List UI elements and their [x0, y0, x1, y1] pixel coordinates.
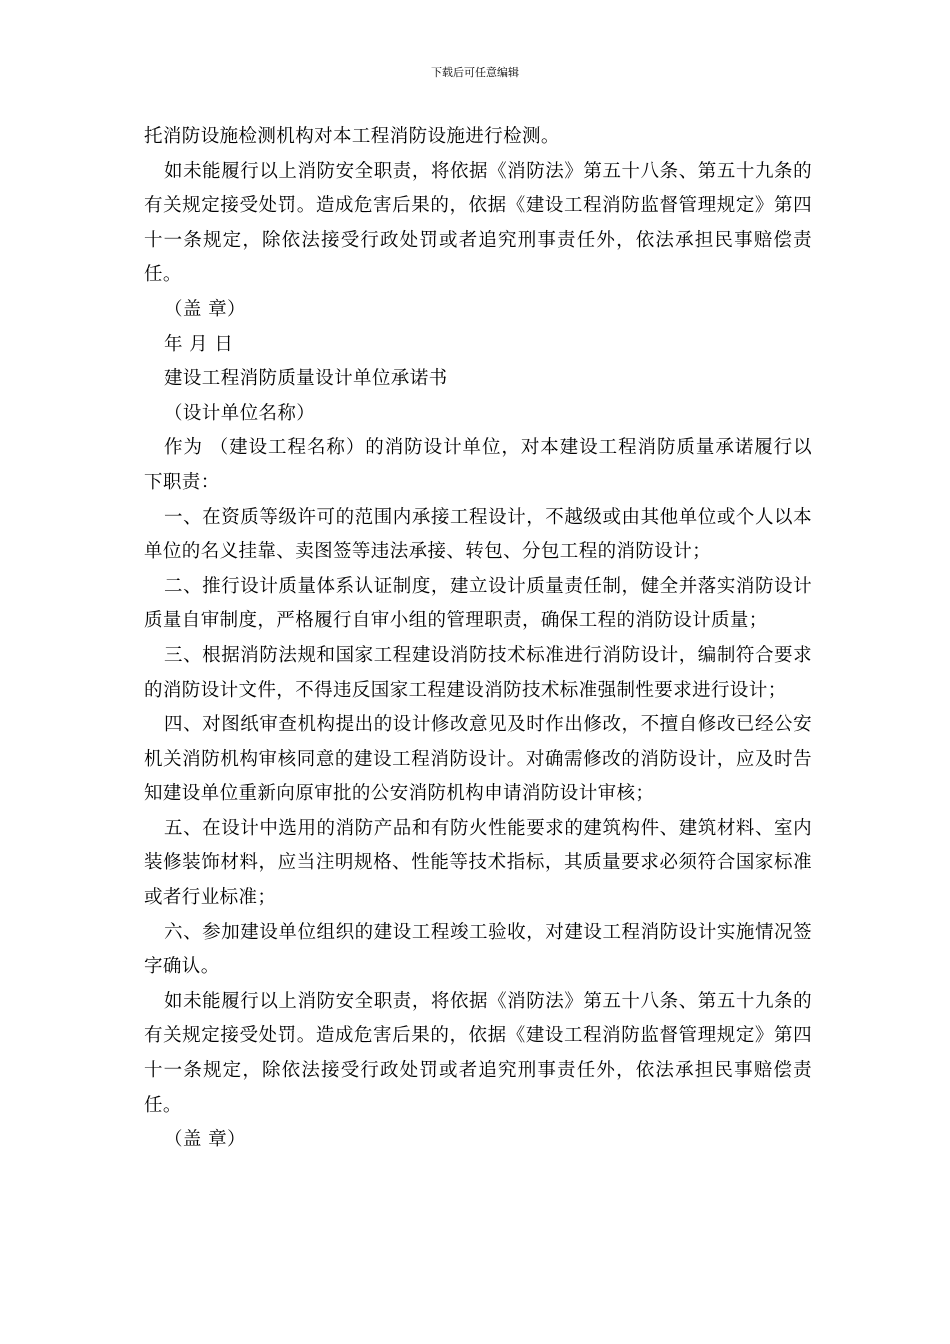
paragraph-liability-2: 如未能履行以上消防安全职责，将依据《消防法》第五十八条、第五十九条的有关规定接受处罚。造成危害后果的，依据《建设工程消防监督管理规定》第四十一条规定，除依法接受行政处罚或者追究刑事责任外，依法承担民事赔偿责任。: [144, 990, 812, 1116]
date-line: 年 月 日: [164, 333, 234, 355]
duty-item-3: 三、根据消防法规和国家工程建设消防技术标准进行消防设计，编制符合要求的消防设计文件，不得违反国家工程建设消防技术标准强制性要求进行设计；: [144, 644, 812, 701]
document-body: [144, 120, 812, 1158]
seal-line-2: （盖 章）: [164, 1129, 246, 1151]
paragraph-intro: 作为 （建设工程名称）的消防设计单位，对本建设工程消防质量承诺履行以下职责：: [144, 437, 812, 493]
duty-item-5: 五、在设计中选用的消防产品和有防火性能要求的建筑构件、建筑材料、室内装修装饰材料，应当注明规格、性能等技术指标，其质量要求必须符合国家标准或者行业标准；: [144, 817, 812, 909]
duty-item-6: 六、参加建设单位组织的建设工程竣工验收，对建设工程消防设计实施情况签字确认。: [144, 921, 812, 978]
duty-item-2: 二、推行设计质量体系认证制度，建立设计质量责任制，健全并落实消防设计质量自审制度，严格履行自审小组的管理职责，确保工程的消防设计质量；: [144, 575, 812, 632]
paragraph-continuation: 托消防设施检测机构对本工程消防设施进行检测。: [144, 126, 560, 147]
paragraph-liability: 如未能履行以上消防安全职责，将依据《消防法》第五十八条、第五十九条的有关规定接受处罚。造成危害后果的，依据《建设工程消防监督管理规定》第四十一条规定，除依法接受行政处罚或者追究刑事责任外，依法承担民事赔偿责任。: [144, 160, 812, 286]
seal-line: （盖 章）: [164, 298, 246, 320]
section-title: 建设工程消防质量设计单位承诺书: [164, 368, 448, 390]
page-header: 下载后可任意编辑: [431, 66, 519, 79]
duty-item-1: 一、在资质等级许可的范围内承接工程设计，不越级或由其他单位或个人以本单位的名义挂靠、卖图签等违法承接、转包、分包工程的消防设计；: [144, 506, 812, 563]
duty-item-4: 四、对图纸审查机构提出的设计修改意见及时作出修改，不擅自修改已经公安机关消防机构审核同意的建设工程消防设计。对确需修改的消防设计，应及时告知建设单位重新向原审批的公安消防机构申请消防设计审核；: [144, 714, 812, 805]
design-unit-name: （设计单位名称）: [164, 402, 316, 424]
